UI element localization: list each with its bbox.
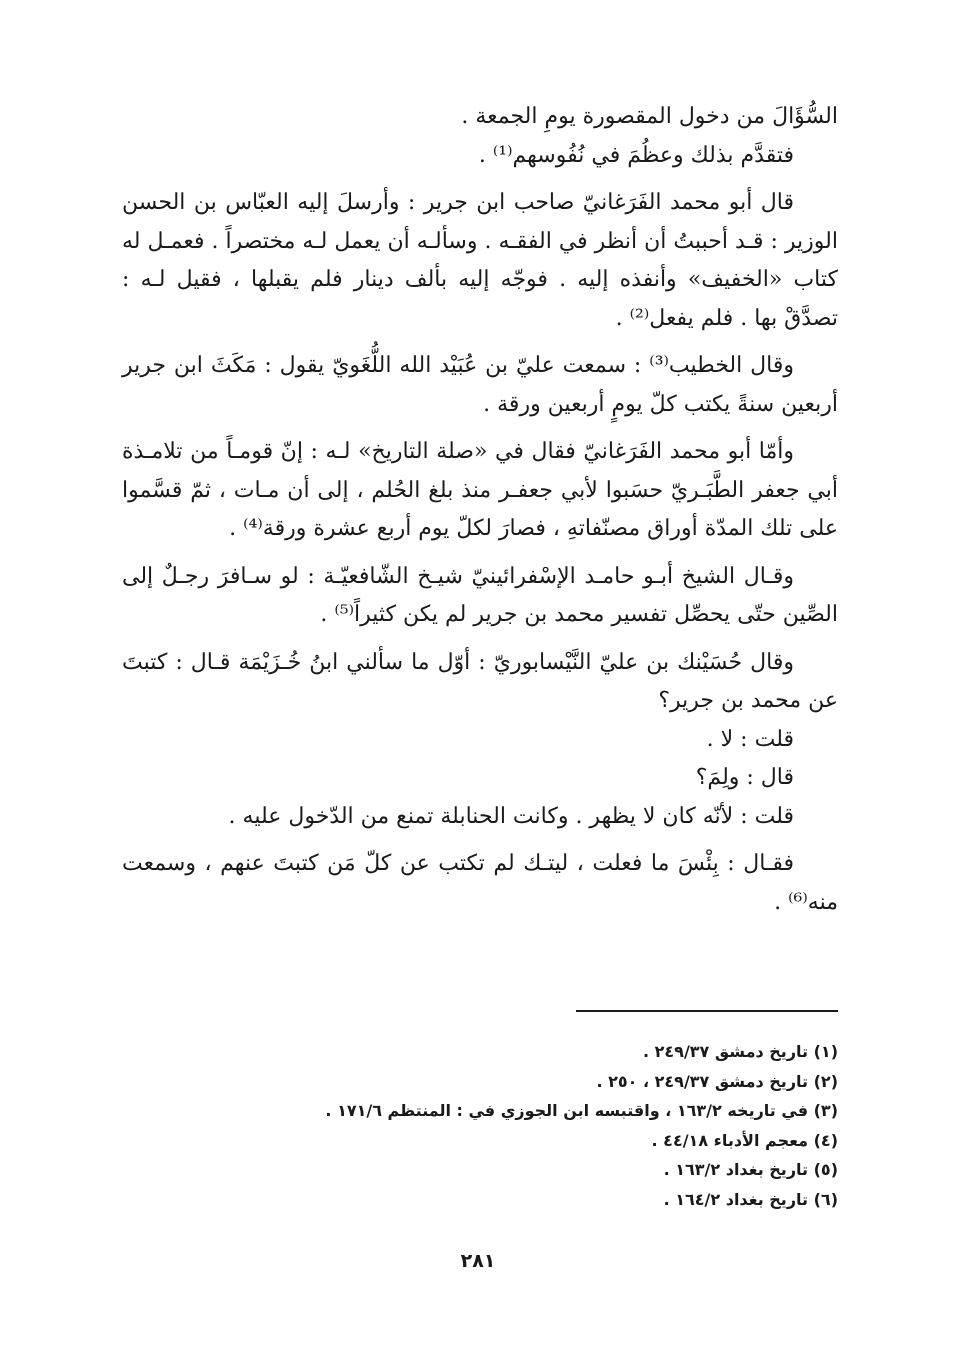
dialogue-line: قلت : لا . <box>706 726 794 752</box>
footnote: (٥) تاريخ بغداد ١٦٣/٢ . <box>663 1160 838 1179</box>
footnotes <box>300 1037 838 1214</box>
footnote: (٣) في تاريخه ١٦٣/٢ ، واقتبسه ابن الجوزي في : المنتظم ١٧١/٦ . <box>325 1101 838 1120</box>
paragraph: قال أبو محمد الفَرَغانيّ صاحب ابن جرير : وأرسلَ إليه العبّاس بن الحسن الوزير : قـد أحببتُ أن أنظر في الفقـه . وسألـه أن يعمل لـه مختصراً . فعمـل له كتاب «الخفيف» وأنفذه إليه . فوجّه إليه بألف دينار فلم يقبلها ، فقيل لـه : تصدَّقْ بها . فلم يفعل⁽²⁾ . <box>122 190 838 331</box>
paragraph: وأمّا أبو محمد الفَرَغانيّ فقال في «صلة التاريخ» لـه : إنّ قومـاً من تلامـذة أبي جعفر الطَّبَـريّ حسَبوا لأبي جعفـر منذ بلغ الحُلم ، إلى أن مـات ، ثمّ قسَّموا على تلك المدّة أوراق مصنّفاتهِ ، فصارَ لكلّ يوم أربع عشرة ورقة⁽⁴⁾ . <box>122 439 838 541</box>
page-number: ٢٨١ <box>460 1250 496 1272</box>
paragraph-continuation: السُّؤَالَ من دخول المقصورة يومِ الجمعة . <box>461 104 838 129</box>
footnote: (٦) تاريخ بغداد ١٦٤/٢ . <box>663 1189 838 1209</box>
dialogue-line: قال : ولِمَ؟ <box>695 765 794 790</box>
dialogue-line: قلت : لأنّه كان لا يظهر . وكانت الحنابلة تمنع من الدّخول عليه . <box>228 803 794 829</box>
footnote-separator <box>576 1010 838 1012</box>
paragraph: وقـال الشيخ أبـو حامـد الإسْفرائينيّ شيـخ الشّافعيّـة : لو سـافرَ رجـلٌ إلى الصِّين حتّى يحصِّل تفسير محمد بن جرير لم يكن كثيراً⁽⁵⁾ . <box>122 563 838 627</box>
footnote: (٤) معجم الأدباء ٤٤/١٨ . <box>651 1130 838 1150</box>
main-text <box>122 98 838 931</box>
paragraph: وقال حُسَيْنك بن عليّ النَّيْسابوريّ : أوّل ما سألني ابنُ خُـزَيْمَة قـال : كتبتَ عن محمد بن جرير؟ <box>122 649 838 713</box>
footnote: (١) تاريخ دمشق ٢٤٩/٣٧ . <box>642 1042 838 1061</box>
footnote: (٢) تاريخ دمشق ٢٤٩/٣٧ ، ٢٥٠ . <box>596 1071 838 1091</box>
paragraph: فتقدَّم بذلك وعظُمَ في نُفُوسهم⁽¹⁾ . <box>478 142 794 168</box>
paragraph: وقال الخطيب⁽³⁾ : سمعت عليّ بن عُبَيْد الله اللُّغَويّ يقول : مَكَثَ ابن جرير أربعين سنةً يكتب كلّ يومٍ أربعين ورقة . <box>122 353 838 417</box>
paragraph: فقـال : بِئْسَ ما فعلت ، ليتـك لم تكتب عن كلّ مَن كتبتَ عنهم ، وسمعت منه⁽⁶⁾ . <box>122 851 838 915</box>
